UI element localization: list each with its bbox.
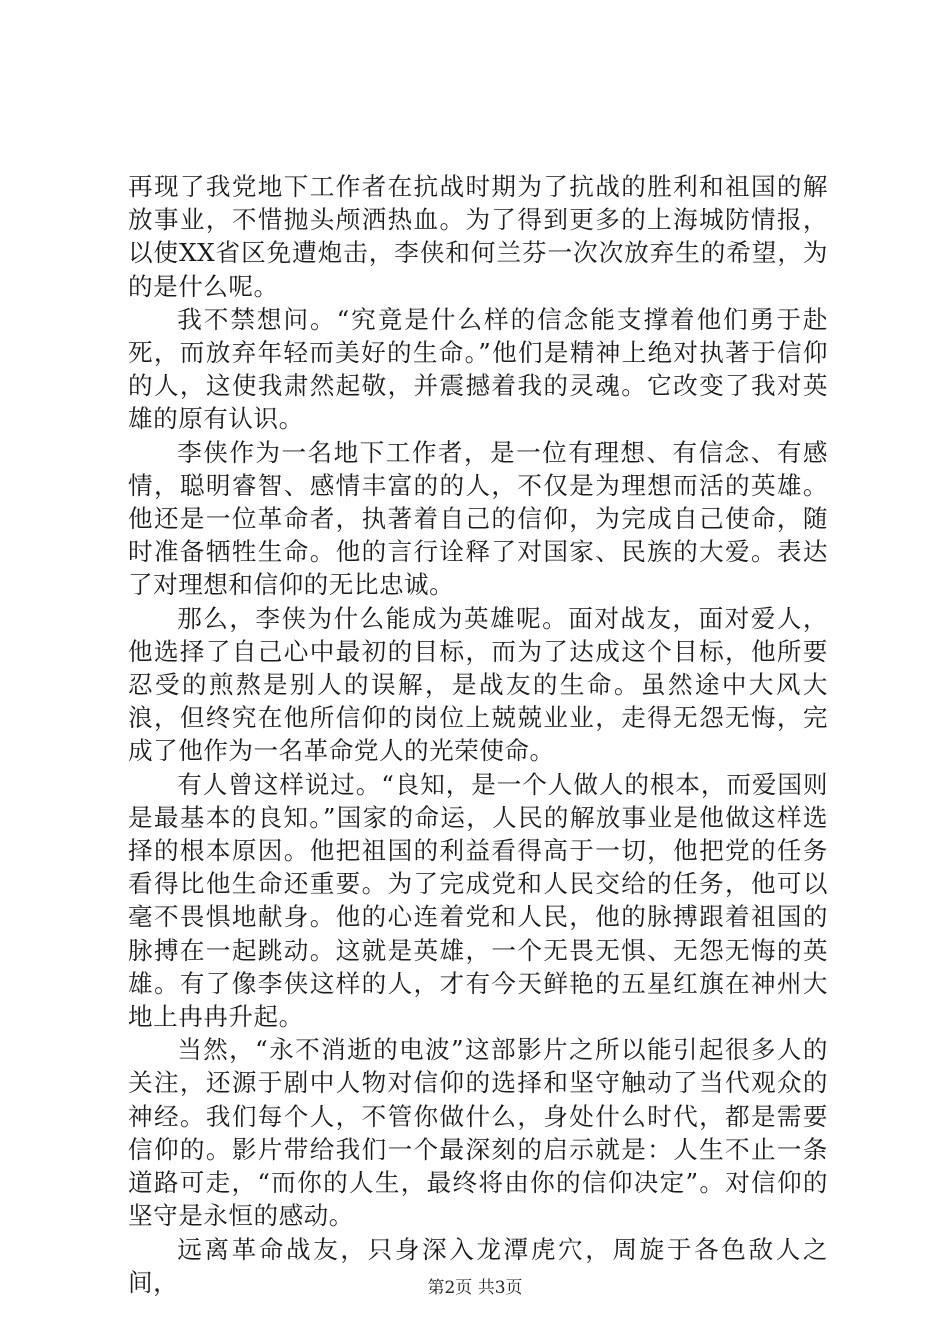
page-footer	[0, 1278, 950, 1298]
paragraph: 我不禁想问。“究竟是什么样的信念能支撑着他们勇于赴死，而放弃年轻而美好的生命。”他们是精神上绝对执著于信仰的人，这使我肃然起敬，并震撼着我的灵魂。它改变了我对英雄的原有认识。	[128, 304, 828, 434]
document-body	[128, 170, 828, 1299]
total-pages: 共3页	[477, 1278, 523, 1298]
paragraph: 李侠作为一名地下工作者，是一位有理想、有信念、有感情，聪明睿智、感情丰富的的人，不仅是为理想而活的英雄。他还是一位革命者，执著着自己的信仰，为完成自己使命，随时准备牺牲生命。他的言行诠释了对国家、民族的大爱。表达了对理想和信仰的无比忠诚。	[128, 437, 828, 600]
page-number: 第2页	[427, 1278, 473, 1298]
paragraph: 那么，李侠为什么能成为英雄呢。面对战友，面对爱人，他选择了自己心中最初的目标，而为了达成这个目标，他所要忍受的煎熬是别人的误解，是战友的生命。虽然途中大风大浪，但终究在他所信仰的岗位上兢兢业业，走得无怨无悔，完成了他作为一名革命党人的光荣使命。	[128, 603, 828, 766]
paragraph: 有人曾这样说过。“良知，是一个人做人的根本，而爱国则是最基本的良知。”国家的命运，人民的解放事业是他做这样选择的根本原因。他把祖国的利益看得高于一切，他把党的任务看得比他生命还重要。为了完成党和人民交给的任务，他可以毫不畏惧地献身。他的心连着党和人民，他的脉搏跟着祖国的脉搏在一起跳动。这就是英雄，一个无畏无惧、无怨无悔的英雄。有了像李侠这样的人，才有今天鲜艳的五星红旗在神州大地上冉冉升起。	[128, 769, 828, 1032]
paragraph: 远离革命战友，只身深入龙潭虎穴，周旋于各色敌人之间，	[128, 1234, 828, 1297]
paragraph: 再现了我党地下工作者在抗战时期为了抗战的胜利和祖国的解放事业，不惜抛头颅洒热血。为了得到更多的上海城防情报，以使XX省区免遭炮击，李侠和何兰芬一次次放弃生的希望，为的是什么呢。	[128, 172, 828, 301]
paragraph: 当然，“永不消逝的电波”这部影片之所以能引起很多人的关注，还源于剧中人物对信仰的选择和坚守触动了当代观众的神经。我们每个人，不管你做什么，身处什么时代，都是需要信仰的。影片带给我们一个最深刻的启示就是：人生不止一条道路可走，“而你的人生，最终将由你的信仰决定”。对信仰的坚守是永恒的感动。	[128, 1035, 828, 1231]
